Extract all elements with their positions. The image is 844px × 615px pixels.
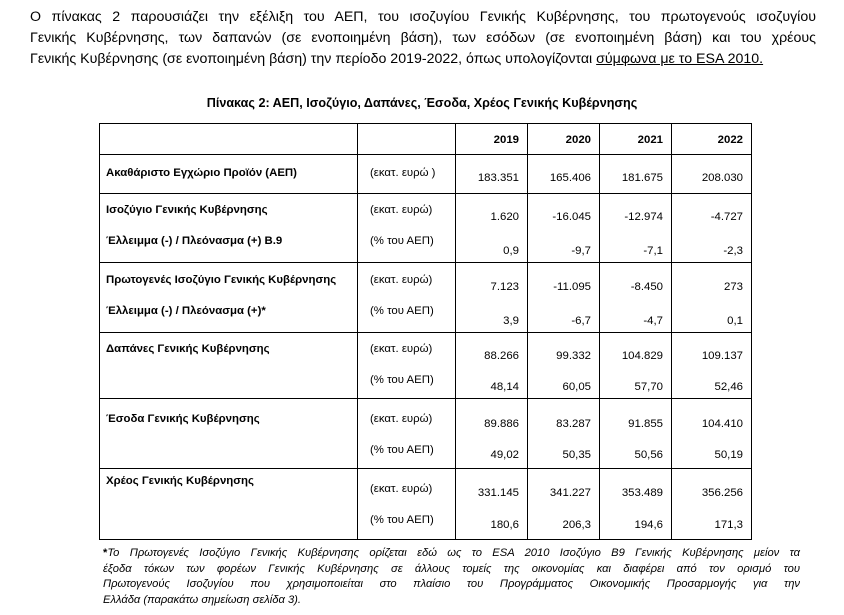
row-label-expenditure (100, 333, 358, 399)
value-2: 52,46 (714, 381, 743, 393)
unit-1: (εκατ. ευρώ) (370, 274, 433, 286)
table-caption: Πίνακας 2: ΑΕΠ, Ισοζύγιο, Δαπάνες, Έσοδα, Χρέος Γενικής Κυβέρνησης (206, 96, 638, 110)
value-2: 206,3 (562, 519, 591, 531)
table-cell (600, 333, 672, 399)
table-cell (672, 469, 752, 540)
row-label-revenue (100, 399, 358, 469)
fiscal-table (99, 123, 752, 540)
row-unit (358, 399, 456, 469)
value-1: 99.332 (556, 350, 591, 362)
footnote (103, 546, 800, 608)
value-1: -4.727 (710, 211, 743, 223)
value-2: 57,70 (634, 381, 663, 393)
table-cell (528, 399, 600, 469)
value-2: 50,19 (714, 449, 743, 461)
row-label-balance (100, 194, 358, 263)
row-unit: (εκατ. ευρώ ) (358, 155, 456, 194)
footnote-asterisk: * (103, 547, 108, 559)
unit-2: (% του ΑΕΠ) (370, 514, 434, 526)
table-cell (528, 194, 600, 263)
table-cell: 181.675 (600, 155, 672, 194)
value-2: 171,3 (714, 519, 743, 531)
value-2: 180,6 (490, 519, 519, 531)
footnote-line-3: Πρωτογενούς Ισοζυγίου που χρησιμοποιείται στο πλαίσιο του Προγράμματος Οικονομικής Προσαρμογής για την (103, 578, 800, 590)
unit-1: (εκατ. ευρώ) (370, 413, 433, 425)
value-2: 0,1 (727, 315, 743, 327)
row-label-debt (100, 469, 358, 540)
table-cell (672, 399, 752, 469)
year-header-2021: 2021 (600, 124, 672, 155)
value-2: -4,7 (643, 315, 663, 327)
balance-label-1: Ισοζύγιο Γενικής Κυβέρνησης (106, 204, 268, 216)
value-2: 50,35 (562, 449, 591, 461)
table-cell (672, 194, 752, 263)
value-2: 49,02 (490, 449, 519, 461)
unit-1: (εκατ. ευρώ) (370, 204, 433, 216)
value-2: -9,7 (571, 245, 591, 257)
table-cell: 165.406 (528, 155, 600, 194)
footnote-line-4: Ελλάδα (παρακάτω σημείωση σελίδα 3). (103, 593, 301, 606)
intro-line-2: Γενικής Κυβέρνησης, των δαπανών (σε ενοποιημένη βάση), των εσόδων (σε ενοποιημένη βάση) και του χρέους (30, 30, 816, 46)
value-1: 104.829 (621, 350, 663, 362)
table-row (100, 399, 752, 469)
table-header-row (100, 124, 752, 155)
table-cell (456, 469, 528, 540)
primary-label-2: Έλλειμμα (-) / Πλεόνασμα (+)* (106, 305, 266, 317)
intro-line-3-text: Γενικής Κυβέρνησης (σε ενοποιημένη βάση) την περίοδο 2019-2022, όπως υπολογίζονται (30, 51, 597, 67)
value-2: -2,3 (723, 245, 743, 257)
table-row (100, 155, 752, 194)
table-cell (600, 263, 672, 333)
value-1: 356.256 (701, 487, 743, 499)
table-cell (600, 194, 672, 263)
value-1: 7.123 (490, 281, 519, 293)
row-unit (358, 194, 456, 263)
unit-2: (% του ΑΕΠ) (370, 444, 434, 456)
year-header-2019: 2019 (456, 124, 528, 155)
table-cell: 208.030 (672, 155, 752, 194)
row-unit (358, 263, 456, 333)
table-row (100, 333, 752, 399)
table-cell: 183.351 (456, 155, 528, 194)
table-cell (528, 469, 600, 540)
value-1: 109.137 (701, 350, 743, 362)
unit-2: (% του ΑΕΠ) (370, 305, 434, 317)
value-1: 341.227 (549, 487, 591, 499)
table-cell (528, 263, 600, 333)
intro-line-1: Ο πίνακας 2 παρουσιάζει την εξέλιξη του ΑΕΠ, του ισοζυγίου Γενικής Κυβέρνησης, του πρωτογενούς ισοζυγίου (30, 9, 816, 25)
row-label-primary (100, 263, 358, 333)
year-header-2022: 2022 (672, 124, 752, 155)
footnote-line-1-text: Το Πρωτογενές Ισοζύγιο Γενικής Κυβέρνησης ορίζεται εδώ ως το ESA 2010 Ισοζύγιο Β9 Γενικής Κυβέρνησης μείον τα (107, 547, 800, 559)
value-2: 50,56 (634, 449, 663, 461)
value-2: 3,9 (503, 315, 519, 327)
value-1: 331.145 (477, 487, 519, 499)
value-1: 273 (723, 281, 743, 293)
value-1: 89.886 (484, 418, 519, 430)
table-row (100, 263, 752, 333)
table-cell (672, 263, 752, 333)
table-cell (528, 333, 600, 399)
revenue-label: Έσοδα Γενικής Κυβέρνησης (106, 413, 260, 425)
value-1: 88.266 (484, 350, 519, 362)
unit-2: (% του ΑΕΠ) (370, 374, 434, 386)
value-2: 60,05 (562, 381, 591, 393)
intro-line-3 (30, 49, 816, 70)
table-cell (456, 263, 528, 333)
table-row (100, 194, 752, 263)
table-cell (456, 194, 528, 263)
unit-1: (εκατ. ευρώ) (370, 483, 433, 495)
primary-label-1: Πρωτογενές Ισοζύγιο Γενικής Κυβέρνησης (106, 274, 337, 286)
row-unit (358, 333, 456, 399)
value-1: 353.489 (621, 487, 663, 499)
table-cell (456, 399, 528, 469)
table-cell (600, 399, 672, 469)
value-2: 0,9 (503, 245, 519, 257)
footnote-line-2: έξοδα τόκων των φορέων Γενικής Κυβέρνησης σε άλλους τομείς της οικονομίας και διαφέρει από τον ορισμό του (103, 562, 800, 575)
intro-paragraph (30, 7, 816, 70)
table-row (100, 469, 752, 540)
footnote-line-1 (103, 546, 800, 562)
unit-1: (εκατ. ευρώ) (370, 343, 433, 355)
value-1: 104.410 (701, 418, 743, 430)
value-1: -11.095 (553, 281, 591, 293)
table-cell (600, 469, 672, 540)
unit-2: (% του ΑΕΠ) (370, 235, 434, 247)
balance-label-2: Έλλειμμα (-) / Πλεόνασμα (+) Β.9 (106, 235, 283, 247)
value-1: -8.450 (630, 281, 663, 293)
row-label-gdp: Ακαθάριστο Εγχώριο Προϊόν (ΑΕΠ) (100, 155, 358, 194)
value-2: 194,6 (634, 519, 663, 531)
value-1: 83.287 (556, 418, 591, 430)
value-1: -12.974 (624, 211, 663, 223)
value-1: 91.855 (628, 418, 663, 430)
value-1: -16.045 (552, 211, 591, 223)
value-2: 48,14 (490, 381, 519, 393)
value-2: -6,7 (571, 315, 591, 327)
esa-2010-link[interactable]: σύμφωνα με το ESA 2010. (596, 51, 764, 67)
value-2: -7,1 (643, 245, 663, 257)
expenditure-label: Δαπάνες Γενικής Κυβέρνησης (106, 343, 270, 355)
table-cell (672, 333, 752, 399)
row-unit (358, 469, 456, 540)
table-cell (456, 333, 528, 399)
debt-label: Χρέος Γενικής Κυβέρνησης (106, 475, 254, 487)
value-1: 1.620 (490, 211, 519, 223)
year-header-2020: 2020 (528, 124, 600, 155)
